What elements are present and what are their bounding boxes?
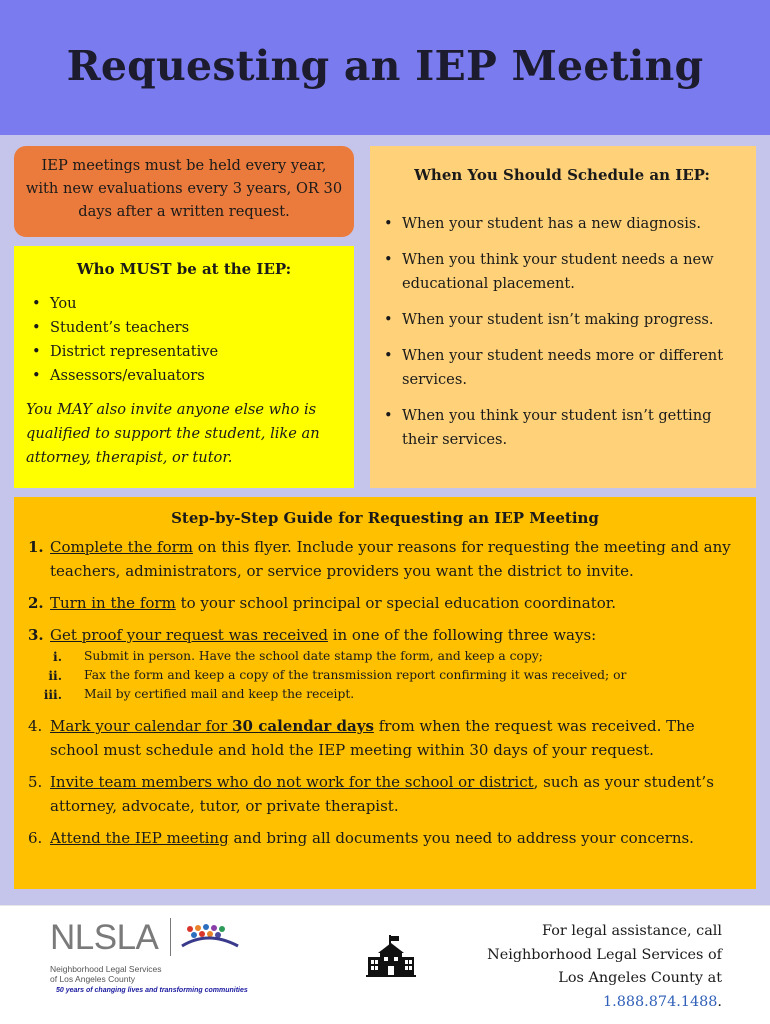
list-item: • When your student has a new diagnosis.	[378, 212, 746, 236]
logo-subtitle-line: Neighborhood Legal Services	[50, 964, 162, 974]
phone-number-link[interactable]: 1.888.874.1488	[602, 993, 718, 1010]
footer-divider	[0, 905, 770, 906]
step-2-link[interactable]: Turn in the form	[50, 594, 176, 612]
when-schedule-list	[378, 212, 746, 452]
when-schedule-heading: When You Should Schedule an IEP:	[414, 166, 710, 184]
phone-suffix: .	[717, 993, 722, 1010]
step-3	[28, 623, 742, 647]
contact-line: Neighborhood Legal Services of	[487, 946, 722, 963]
may-invite-note: You MAY also invite anyone else who is qualified to support the student, like an attorney, therapist, or tutor.	[26, 401, 320, 466]
sub-item-text: Fax the form and keep a copy of the transmission report confirming it was received; or	[84, 668, 627, 682]
list-item: • When your student isn’t making progress.	[378, 308, 746, 332]
step-1-link[interactable]: Complete the form	[50, 538, 193, 556]
step-6	[28, 826, 742, 850]
step-4-link-bold: 30 calendar days	[232, 717, 374, 735]
step-1	[28, 535, 742, 583]
roman-numeral: i.	[53, 649, 62, 664]
contact-line: Los Angeles County at	[558, 970, 722, 986]
proof-methods-list	[28, 647, 742, 704]
step-5	[28, 770, 742, 818]
sub-item-text: Submit in person. Have the school date stamp the form, and keep a copy;	[84, 649, 543, 663]
step-number: 1.	[28, 538, 44, 556]
step-3-link[interactable]: Get proof your request was received	[50, 626, 328, 644]
step-number: 5.	[28, 773, 43, 791]
iep-frequency-callout	[14, 146, 354, 237]
list-item: • Student’s teachers	[26, 316, 342, 340]
list-item: • When your student needs more or different services.	[378, 344, 746, 392]
people-logo-icon	[178, 922, 242, 950]
nlsla-logo: NLSLA	[50, 918, 159, 957]
step-number: 6.	[28, 829, 43, 847]
list-item	[28, 647, 742, 666]
step-4-link[interactable]	[50, 717, 374, 735]
step-4-link-text: Mark your calendar for	[50, 717, 233, 735]
step-guide-box	[14, 497, 756, 889]
list-item	[28, 685, 742, 704]
list-item	[28, 666, 742, 685]
step-3-text: in one of the following three ways:	[327, 626, 597, 644]
logo-subtitle	[50, 964, 162, 984]
logo-subtitle-line: of Los Angeles County	[50, 974, 136, 984]
roman-numeral: iii.	[43, 687, 62, 702]
list-item: • District representative	[26, 340, 342, 364]
step-5-text: , such as your student’s attorney, advocate, tutor, or private therapist.	[50, 773, 714, 815]
legal-assistance-contact	[487, 920, 722, 1014]
step-number: 3.	[28, 626, 44, 644]
step-number: 2.	[28, 594, 44, 612]
list-item: • When you think your student needs a new educational placement.	[378, 248, 746, 296]
iep-frequency-text: IEP meetings must be held every year, with new evaluations every 3 years, OR 30 days after a written request.	[25, 157, 343, 220]
sub-item-text: Mail by certified mail and keep the receipt.	[84, 687, 355, 701]
who-must-list	[26, 292, 342, 388]
step-1-text: on this flyer. Include your reasons for requesting the meeting and any teachers, administrators, or service providers you want the district to invite.	[50, 538, 731, 580]
step-2-text: to your school principal or special education coordinator.	[175, 594, 617, 612]
page-title: Requesting an IEP Meeting	[66, 42, 704, 90]
step-number: 4.	[28, 717, 43, 735]
logo-tagline: 50 years of changing lives and transforming communities	[56, 987, 248, 994]
step-5-link[interactable]: Invite team members who do not work for the school or district	[50, 773, 534, 791]
list-item: • Assessors/evaluators	[26, 364, 342, 388]
list-item: • You	[26, 292, 342, 316]
step-6-link[interactable]: Attend the IEP meeting	[50, 829, 229, 847]
step-guide-heading: Step-by-Step Guide for Requesting an IEP Meeting	[171, 509, 599, 527]
who-must-attend-box	[14, 246, 354, 488]
step-4	[28, 714, 742, 762]
step-2	[28, 591, 742, 615]
step-4-text: from when the request was received. The school must schedule and hold the IEP meeting within 30 days of your request.	[50, 717, 695, 759]
list-item: • When you think your student isn’t getting their services.	[378, 404, 746, 452]
who-must-heading: Who MUST be at the IEP:	[76, 260, 292, 278]
roman-numeral: ii.	[48, 668, 62, 683]
school-building-icon	[366, 935, 416, 977]
contact-line: For legal assistance, call	[542, 923, 722, 939]
contact-phone-line	[487, 991, 722, 1015]
when-schedule-box	[370, 146, 756, 488]
logo-divider	[170, 918, 171, 956]
step-6-text: and bring all documents you need to address your concerns.	[228, 829, 694, 847]
